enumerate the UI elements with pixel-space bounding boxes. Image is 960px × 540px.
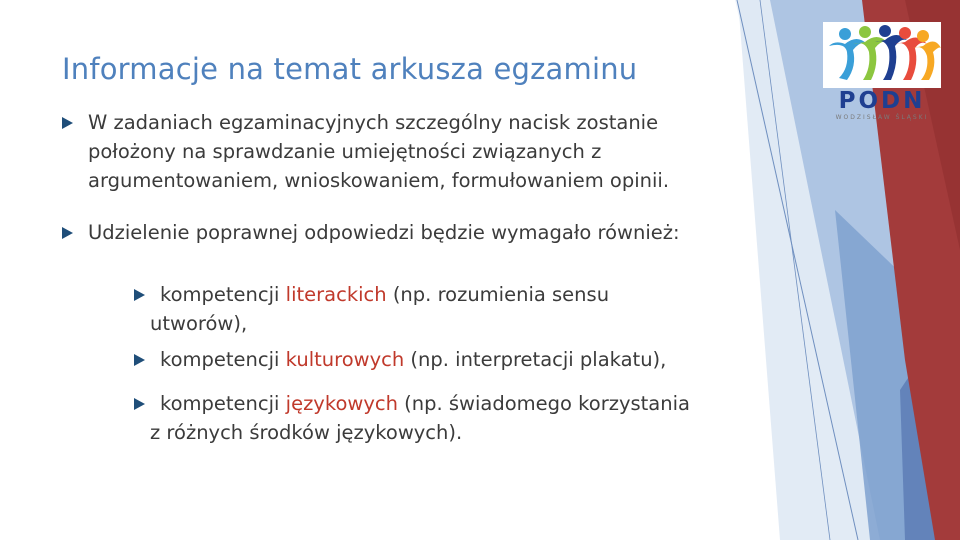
bullet-text-line: W zadaniach egzaminacyjnych szczególny nacisk zostanie: [88, 111, 659, 134]
sub-bullet-continuation: z różnych środków językowych).: [150, 421, 463, 444]
bullet-arrow-icon: [62, 227, 73, 239]
slide-title: Informacje na temat arkusza egzaminu: [62, 52, 638, 86]
sub-bullet-suffix: (np. świadomego korzystania: [397, 392, 690, 415]
sub-bullet-line: [160, 389, 690, 418]
sub-bullet-continuation: utworów),: [150, 312, 248, 335]
sub-bullet-arrow-icon: [134, 398, 145, 410]
sub-bullet-prefix: kompetencji: [160, 283, 286, 306]
bullet-text-line: położony na sprawdzanie umiejętności związanych z: [88, 140, 602, 163]
sub-bullet-prefix: kompetencji: [160, 348, 286, 371]
sub-bullet-suffix: (np. interpretacji plakatu),: [404, 348, 667, 371]
bullet-text-line: argumentowaniem, wnioskowaniem, formułowaniem opinii.: [88, 169, 670, 192]
logo-subtext: WODZISŁAW ŚLĄSKI: [835, 114, 929, 121]
sub-bullet-line: [160, 280, 609, 309]
sub-bullet-highlight: językowych: [285, 392, 398, 415]
sub-bullet-line: [160, 345, 666, 374]
bullet-text-line: Udzielenie poprawnej odpowiedzi będzie wymagało również:: [88, 221, 680, 244]
bullet-arrow-icon: [62, 117, 73, 129]
people-figures-icon: [823, 22, 941, 88]
sub-bullet-prefix: kompetencji: [160, 392, 286, 415]
sub-bullet-arrow-icon: [134, 354, 145, 366]
sub-bullet-suffix: (np. rozumienia sensu: [386, 283, 610, 306]
logo-text: PODN: [838, 88, 926, 114]
sub-bullet-arrow-icon: [134, 289, 145, 301]
sub-bullet-highlight: literackich: [285, 283, 387, 306]
podn-logo: [823, 22, 941, 126]
sub-bullet-highlight: kulturowych: [285, 348, 405, 371]
